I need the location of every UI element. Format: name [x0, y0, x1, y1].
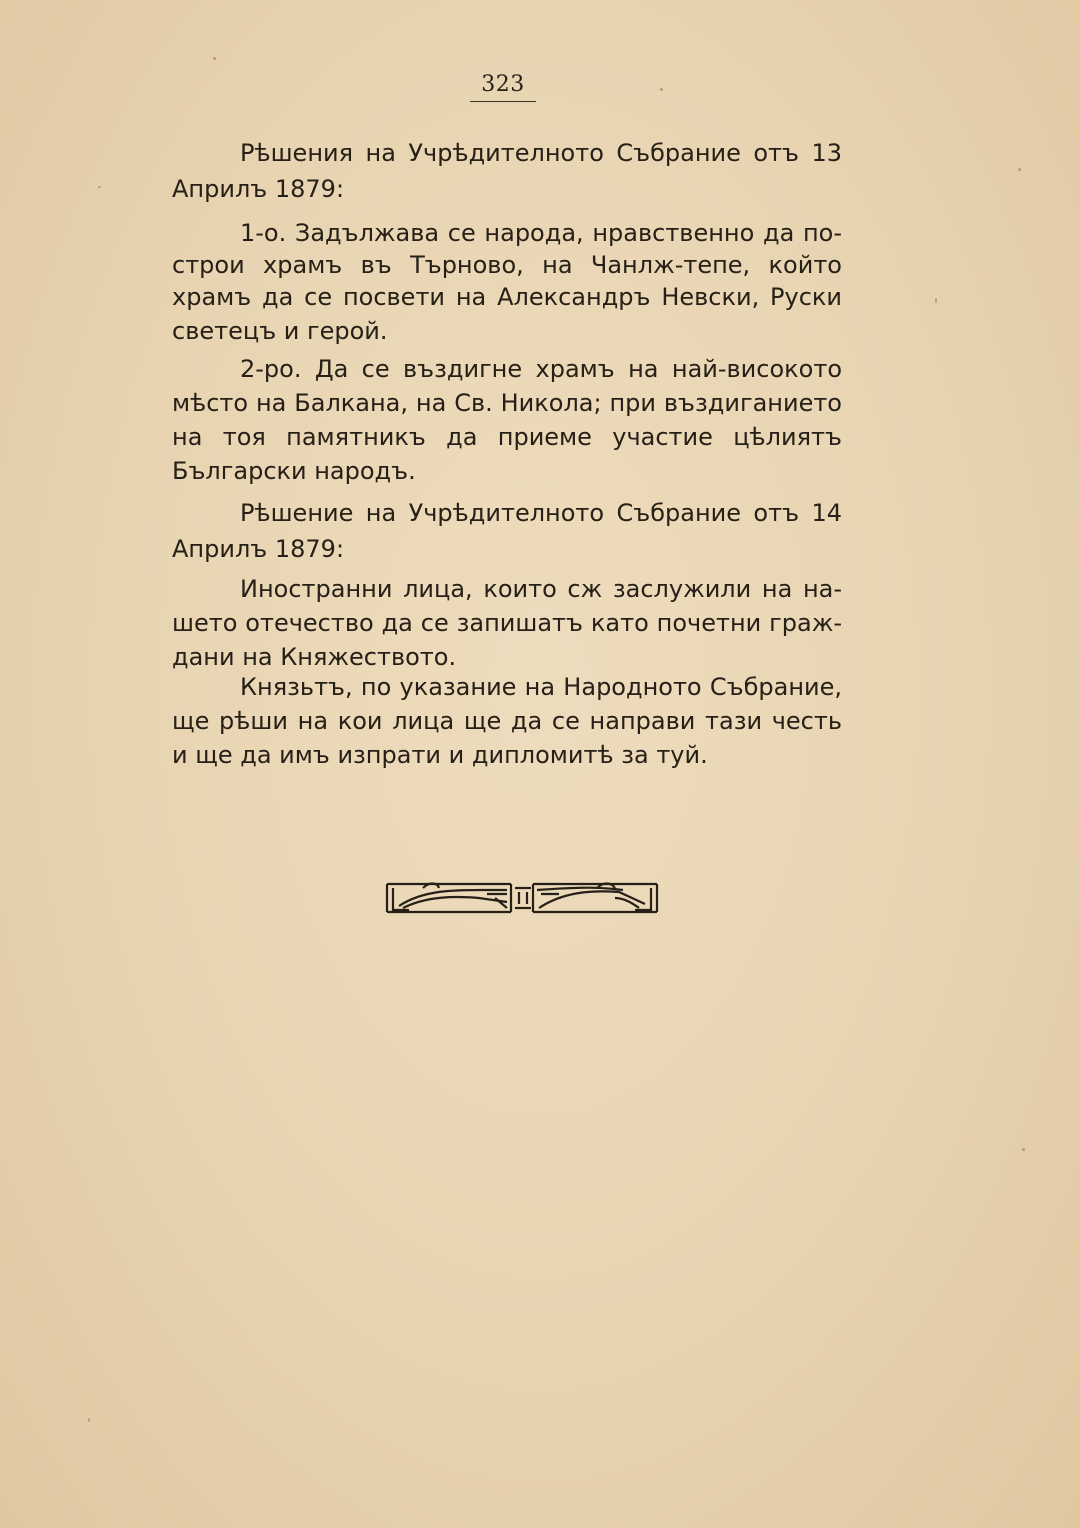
text-line: Князьтъ, по указание на Народното Събрание, — [240, 673, 842, 701]
text-line: и ще да имъ изпрати и дипломитѣ за туй. — [172, 741, 708, 769]
text-line: Български народъ. — [172, 457, 416, 485]
text-line: мѣсто на Балкана, на Св. Никола; при въздиганието — [172, 389, 842, 417]
text-line: 2-ро. Да се въздигне храмъ на най-високото — [240, 355, 842, 383]
text-line: 1-о. Задължава се народа, нравственно да по- — [240, 219, 842, 247]
text-line: светецъ и герой. — [172, 317, 388, 345]
paper-speck — [213, 57, 216, 60]
text-line: Априлъ 1879: — [172, 175, 345, 203]
paper-speck — [1022, 1148, 1025, 1151]
paper-speck — [1018, 168, 1021, 171]
ornament-divider — [383, 880, 661, 916]
paper-speck — [88, 1418, 90, 1422]
text-line: на тоя памятникъ да приеме участие цѣлиятъ — [172, 423, 842, 451]
text-line: ще рѣши на кои лица ще да се направи тази честь — [172, 707, 842, 735]
text-line: Рѣшение на Учрѣдителното Събрание отъ 14 — [240, 499, 842, 527]
text-line: Априлъ 1879: — [172, 535, 345, 563]
paper-speck — [660, 88, 663, 91]
paper-speck — [935, 298, 937, 303]
text-line: строи храмъ въ Търново, на Чанлж-тепе, който — [172, 251, 842, 279]
page-number: 323 — [470, 72, 536, 102]
paper-speck — [98, 186, 101, 188]
text-line: шето отечество да се запишатъ като почетни граж- — [172, 609, 842, 637]
text-line: дани на Княжеството. — [172, 643, 457, 671]
text-line: храмъ да се посвети на Александръ Невски, Руски — [172, 283, 842, 311]
text-line: Рѣшения на Учрѣдителното Събрание отъ 13 — [240, 139, 842, 167]
text-line: Иностранни лица, които сж заслужили на на- — [240, 575, 842, 603]
